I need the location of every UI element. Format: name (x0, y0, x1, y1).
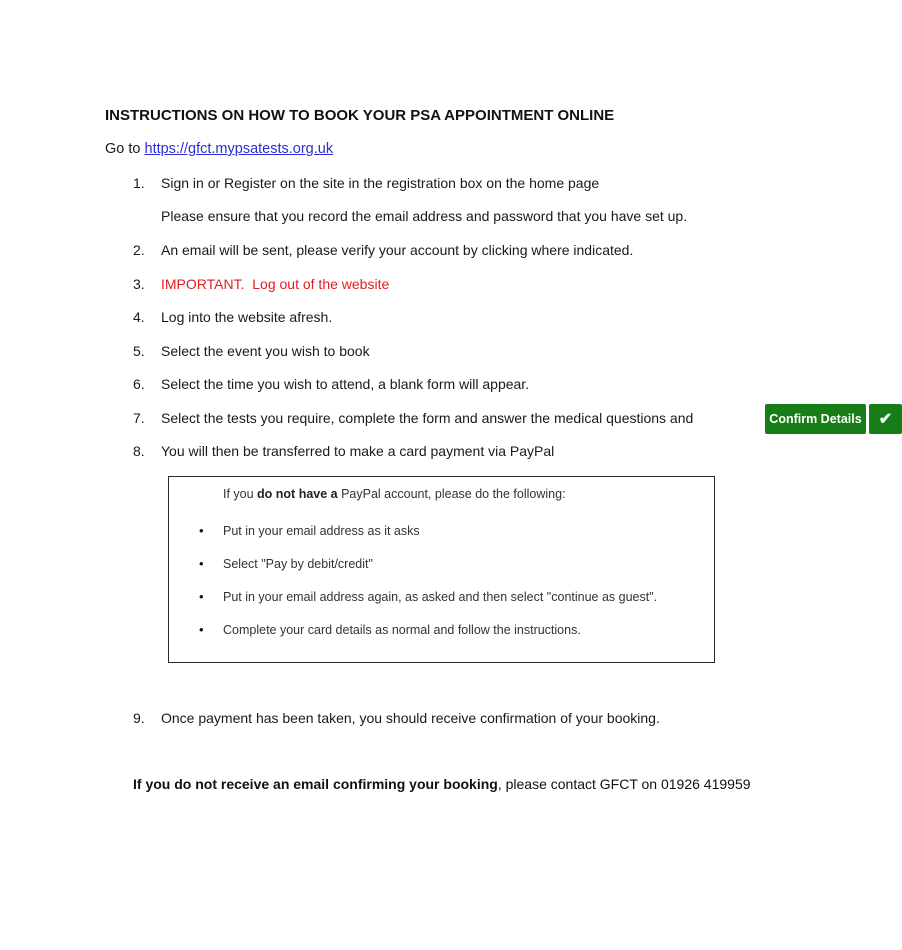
list-item-8 (133, 443, 554, 459)
paypal-bullet-1 (199, 523, 420, 538)
list-text-7: Select the tests you require, complete the form and answer the medical questions and (161, 410, 694, 426)
list-text-5: Select the event you wish to book (161, 343, 370, 359)
paypal-bullet-3 (199, 589, 657, 604)
bullet-icon: • (199, 523, 204, 538)
paypal-bullet-2 (199, 556, 373, 571)
list-text-2: An email will be sent, please verify your account by clicking where indicated. (161, 242, 634, 258)
document-title: INSTRUCTIONS ON HOW TO BOOK YOUR PSA APPOINTMENT ONLINE (105, 107, 615, 124)
list-text-4: Log into the website afresh. (161, 309, 333, 325)
booking-site-link[interactable]: https://gfct.mypsatests.org.uk (144, 141, 334, 157)
list-number-1: 1. (133, 175, 145, 191)
list-item-5 (133, 343, 370, 359)
list-text-8: You will then be transferred to make a card payment via PayPal (161, 443, 555, 459)
paypal-bullet-4 (199, 622, 581, 637)
paypal-box-intro (223, 487, 566, 501)
paypal-intro-post: PayPal account, please do the following: (337, 487, 566, 501)
important-warning-text: IMPORTANT. Log out of the website (161, 276, 390, 292)
paypal-instructions-box (168, 476, 715, 663)
list-item-6 (133, 376, 529, 392)
list-item-4 (133, 309, 332, 325)
bullet-icon: • (199, 622, 204, 637)
list-item-7 (133, 410, 693, 426)
list-number-4: 4. (133, 309, 145, 325)
bullet-icon: • (199, 589, 204, 604)
list-item-3 (133, 276, 389, 292)
list-number-7: 7. (133, 410, 145, 426)
bullet-icon: • (199, 556, 204, 571)
list-text-9: Once payment has been taken, you should receive confirmation of your booking. (161, 710, 660, 726)
paypal-intro-pre: If you (223, 487, 258, 501)
list-number-6: 6. (133, 376, 145, 392)
goto-prefix: Go to (105, 141, 145, 157)
list-number-5: 5. (133, 343, 145, 359)
list-number-8: 8. (133, 443, 145, 459)
paypal-bullet-1-text: Put in your email address as it asks (223, 524, 420, 538)
goto-line (105, 141, 333, 157)
list-number-2: 2. (133, 242, 145, 258)
confirm-details-button-label[interactable]: Confirm Details (765, 404, 866, 434)
footer-contact-line (133, 776, 751, 792)
list-item-1 (133, 175, 599, 191)
list-item-9 (133, 710, 660, 726)
paypal-intro-bold: do not have a (257, 487, 338, 501)
confirm-details-button[interactable] (765, 404, 902, 434)
paypal-bullet-2-text: Select "Pay by debit/credit" (223, 557, 373, 571)
check-icon[interactable]: ✔ (869, 404, 902, 434)
list-text-1: Sign in or Register on the site in the registration box on the home page (161, 175, 600, 191)
paypal-bullet-4-text: Complete your card details as normal and follow the instructions. (223, 623, 581, 637)
list-number-9: 9. (133, 710, 145, 726)
footer-regular-text: , please contact GFCT on 01926 419959 (497, 776, 751, 792)
paypal-bullet-3-text: Put in your email address again, as asked and then select "continue as guest". (223, 590, 658, 604)
list-text-6: Select the time you wish to attend, a blank form will appear. (161, 376, 530, 392)
footer-bold-text: If you do not receive an email confirming your booking (133, 776, 498, 792)
list-item-2 (133, 242, 633, 258)
list-number-3: 3. (133, 276, 145, 292)
list-item-1-note: Please ensure that you record the email address and password that you have set up. (161, 208, 688, 224)
